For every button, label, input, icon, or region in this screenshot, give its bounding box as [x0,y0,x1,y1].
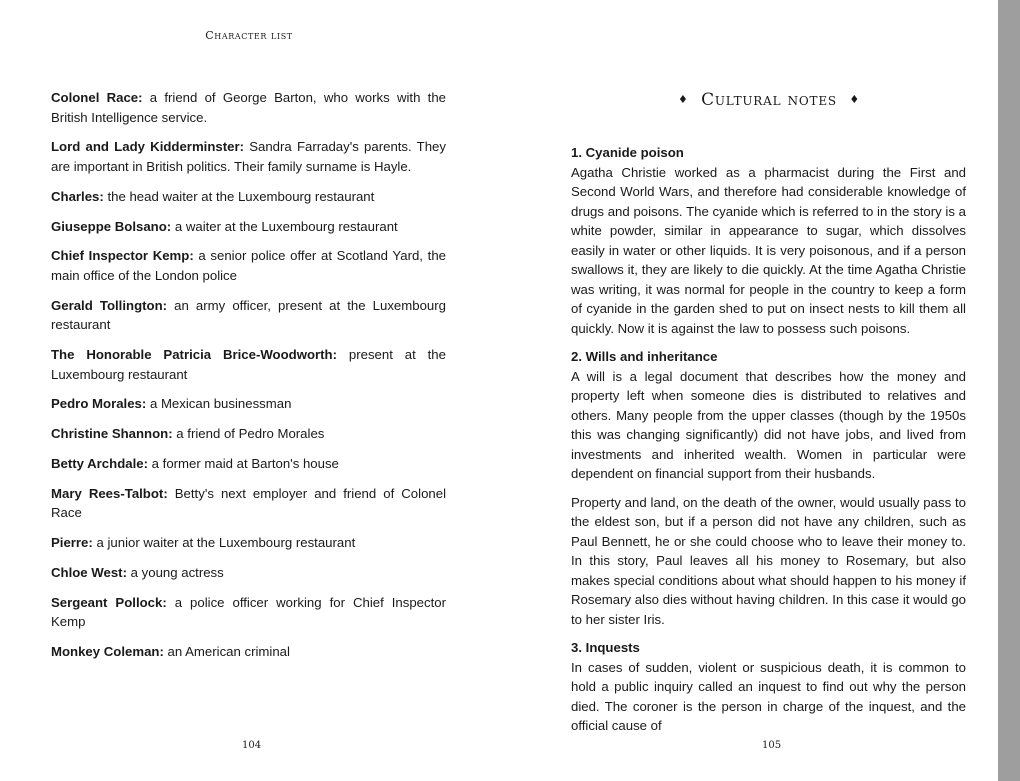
character-entry [51,642,446,662]
character-entry [51,88,446,127]
note-heading: 2. Wills and inheritance [571,349,718,364]
character-description: an American criminal [167,644,290,660]
character-entry [51,187,446,207]
character-description: present at the Luxembourg restaurant [51,347,446,382]
character-name: Giuseppe Bolsano: [51,218,172,234]
character-description: Sandra Farraday's parents. They are important in British politics. Their family surname is Hayle. [51,139,446,174]
character-name: Colonel Race: [51,90,143,105]
character-description: a young actress [130,564,224,580]
section-title [520,90,1018,110]
note-heading: 3. Inquests [571,640,640,655]
character-name: Chief Inspector Kemp: [51,248,194,264]
character-description: a friend of George Barton, who works with the British Intelligence service. [51,90,446,125]
character-entry [51,217,446,237]
right-page [520,0,998,781]
character-list [51,88,446,672]
character-description: Betty's next employer and friend of Colonel Race [51,485,447,521]
character-description: a senior police offer at Scotland Yard, the main office of the London police [51,248,446,283]
character-entry [51,533,446,553]
character-entry [51,137,446,176]
character-name: Pedro Morales: [51,396,147,412]
scrollbar[interactable] [998,0,1020,781]
character-description: a former maid at Barton's house [151,456,339,471]
character-name: Betty Archdale: [51,456,148,471]
character-name: Mary Rees-Talbot: [51,485,168,501]
character-name: Charles: [51,188,104,204]
character-entry [51,563,446,583]
ornament-right-icon: ♦ [849,93,860,106]
character-name: Gerald Tollington: [51,297,168,313]
note-paragraph: In cases of sudden, violent or suspicious death, it is common to hold a public inquiry called an inquest to find out why the person died. The coroner is the person in charge of the inquest, and the official cause of [571,659,966,733]
note-paragraph: Property and land, on the death of the owner, would usually pass to the eldest son, but if a person did not have any children, such as Paul Bennett, he or she could choose who to leave their money to. In this story, Paul leaves all his money to Rosemary, but also makes special conditions about what should happen to his money if Rosemary also dies without having children. In this case it would go to her sister Iris. [571,494,966,627]
left-page [0,0,498,781]
character-entry [51,484,446,523]
character-entry [51,424,446,444]
character-name: Monkey Coleman: [51,644,164,660]
character-name: Chloe West: [51,564,127,580]
character-description: the head waiter at the Luxembourg restaurant [107,188,375,204]
character-entry [51,345,446,384]
character-entry [51,593,446,632]
cultural-notes [571,143,966,745]
note-section [571,143,966,338]
running-head: Character list [205,29,293,42]
note-heading: 1. Cyanide poison [571,145,684,160]
character-name: Pierre: [51,535,93,551]
page-number-left: 104 [242,740,262,751]
character-description: a Mexican businessman [149,396,292,412]
note-section [571,638,966,736]
character-description: a junior waiter at the Luxembourg restaurant [96,535,356,551]
ornament-left-icon: ♦ [677,93,689,106]
character-entry [51,394,446,414]
character-name: Christine Shannon: [51,426,173,442]
character-name: The Honorable Patricia Brice-Woodworth: [51,347,337,363]
character-description: a police officer working for Chief Inspector Kemp [51,594,446,630]
note-section [571,347,966,629]
page-number-right: 105 [762,740,782,751]
note-paragraph: A will is a legal document that describes how the money and property left when someone dies is distributed to relatives and others. Many people from the upper classes (though by the 1950s this was changing significantly) did not have jobs, and lived from investments and inherited wealth. Women in particular were dependent on financial support from their husbands. [571,368,966,481]
section-title-text: Cultural notes [701,90,837,110]
character-entry [51,246,446,285]
character-description: an army officer, present at the Luxembourg restaurant [51,297,446,333]
note-paragraph: Agatha Christie worked as a pharmacist during the First and Second World Wars, and therefore had considerable knowledge of drugs and poisons. The cyanide which is referred to in the story is a white powder, similar in appearance to sugar, which dissolves easily in water or other liquids. It is very poisonous, and if a person swallows it, they are likely to die quickly. At the time Agatha Christie was writing, it was normal for people in the country to keep a form of cyanide in the garden shed to put on insect nests to kill them all quickly. Now it is against the law to possess such poisons. [571,164,966,336]
character-description: a waiter at the Luxembourg restaurant [174,218,398,234]
character-name: Lord and Lady Kidderminster: [51,139,244,155]
character-entry [51,296,446,335]
character-entry [51,454,446,474]
character-name: Sergeant Pollock: [51,594,167,610]
character-description: a friend of Pedro Morales [176,426,325,442]
